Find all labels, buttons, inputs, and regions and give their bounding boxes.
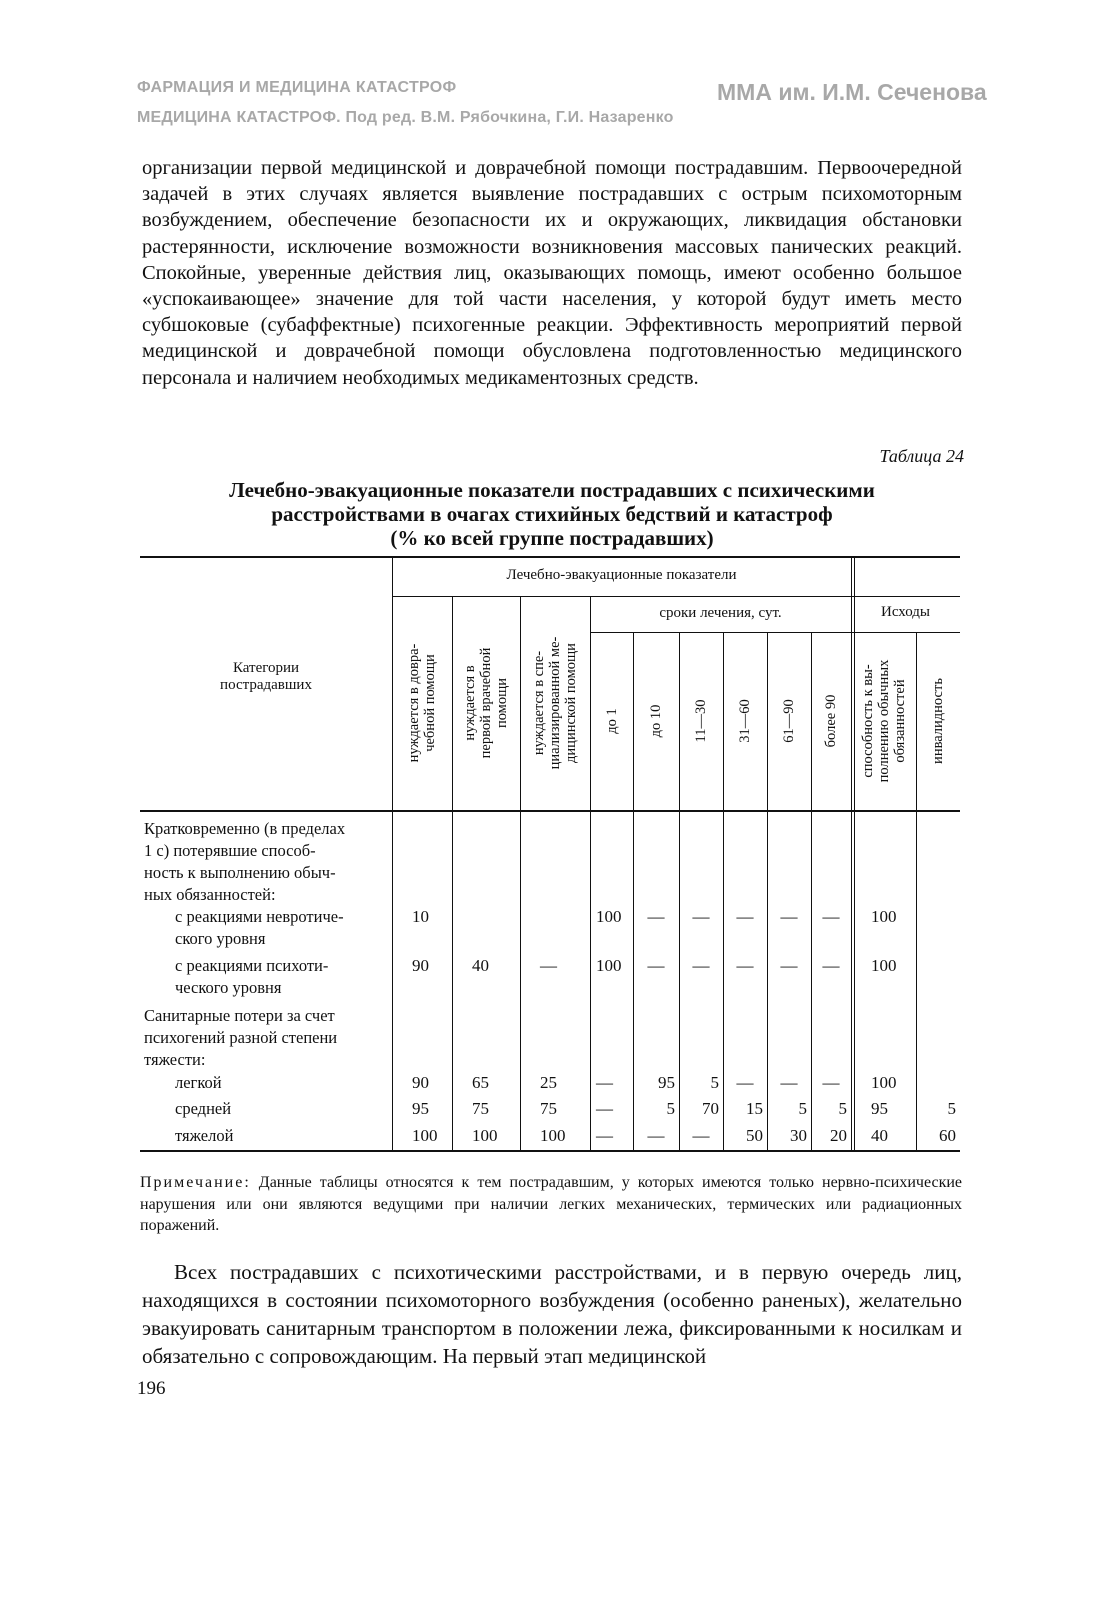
- table-rule: [140, 1150, 960, 1152]
- table-column-header-line: нуждается в довра-: [406, 643, 422, 763]
- table-header-category: Категории пострадавших: [220, 660, 312, 693]
- table-header-group-main: Лечебно-эвакуационные показатели: [506, 567, 737, 583]
- table-cell-value: 100: [472, 1126, 498, 1145]
- table-row-label: с реакциями психоти-: [175, 956, 329, 975]
- table-cell-value: —: [780, 1073, 798, 1092]
- table-cell-value: —: [596, 1126, 613, 1145]
- table-cell-value: —: [736, 956, 754, 975]
- table-cell-value: —: [780, 956, 798, 975]
- table-cell-value: —: [736, 907, 754, 926]
- table-cell-value: 100: [540, 1126, 566, 1145]
- table-cell-value: 30: [790, 1126, 807, 1145]
- table-label: Таблица 24: [879, 446, 964, 466]
- table-cell-value: 10: [412, 907, 429, 926]
- table-rule: [520, 596, 521, 1150]
- table-cell-value: 50: [746, 1126, 763, 1145]
- table-rule: [452, 596, 453, 1150]
- table-title-line: (% ко всей группе пострадавших): [390, 526, 714, 550]
- table-note-label: Примечание:: [140, 1174, 251, 1191]
- table-cell-value: —: [692, 1126, 710, 1145]
- table-rule: [916, 632, 917, 1150]
- table-row-label: 1 с) потерявшие способ-: [144, 841, 316, 860]
- table-rule: [851, 556, 852, 1150]
- table-cell-value: 25: [540, 1073, 557, 1092]
- table-column-header-line: до 1: [603, 708, 620, 734]
- table-rule: [140, 810, 960, 812]
- table-row-label: легкой: [175, 1073, 222, 1092]
- table-column-header-line: 31—60: [737, 699, 753, 743]
- table-row-label: психогений разной степени: [144, 1028, 338, 1047]
- table-cell-value: 100: [596, 956, 622, 975]
- body-paragraph-top: организации первой медицинской и доврачебной помощи пострадавшим. Первоочередной задачей в этих случаях является выявление пострадавших с острым психомоторным возбуждением, обеспечение безопасности их и окружающих, ликвидация обстановки растерянности, исключение возможности возникновения массовых панических реакций. Спокойные, уверенные действия лиц, оказывающих помощь, имеют особенно большое «успокаивающее» значение для той части населения, у которой будут иметь место субшоковые (субаффектные) психогенные реакции. Эффективность мероприятий первой медицинской и доврачебной помощи обусловлена подготовленностью медицинского персонала и наличием необходимых медикаментозных средств.: [142, 157, 962, 389]
- table-rule: [392, 596, 960, 597]
- table-row-label: ческого уровня: [175, 978, 282, 997]
- table-cell-value: 100: [412, 1126, 438, 1145]
- table-cell-value: —: [780, 907, 798, 926]
- table-cell-value: 70: [702, 1099, 719, 1118]
- table-header-group-outcomes: Исходы: [881, 604, 930, 620]
- table-column-header: [648, 637, 664, 805]
- table-cell-value: —: [596, 1099, 613, 1118]
- table-rule: [590, 596, 591, 1150]
- table-column-header-line: первой врачебной: [478, 647, 494, 759]
- table-cell-value: 95: [412, 1099, 429, 1118]
- table-cell-value: 90: [412, 956, 429, 975]
- table-row-label: с реакциями невротиче-: [175, 907, 344, 926]
- table-cell-value: —: [822, 956, 840, 975]
- table-cell-value: 75: [540, 1099, 557, 1118]
- table-column-header: [860, 637, 908, 805]
- table-column-header: [781, 637, 797, 805]
- table-column-header-line: нуждается в спе-: [531, 650, 547, 756]
- table-cell-value: —: [596, 1073, 613, 1092]
- table-row-label: тяжести:: [144, 1050, 206, 1069]
- table-cell-value: 95: [658, 1073, 675, 1092]
- table-row-label: средней: [175, 1099, 232, 1118]
- table-column-header-line: полнению обычных: [875, 659, 892, 783]
- table-column-header: [823, 637, 839, 805]
- table-row-label: Санитарные потери за счет: [144, 1006, 335, 1025]
- table-cell-value: 90: [412, 1073, 429, 1092]
- table-cell-value: 65: [472, 1073, 489, 1092]
- running-header-title: ФАРМАЦИЯ И МЕДИЦИНА КАТАСТРОФ: [137, 79, 457, 96]
- table-cell-value: —: [736, 1073, 754, 1092]
- table-cell-value: 100: [871, 1073, 897, 1092]
- table-title-line: расстройствами в очагах стихийных бедствий и катастроф: [271, 502, 833, 526]
- table-column-header: [737, 637, 753, 805]
- table-cell-value: —: [692, 907, 710, 926]
- table-row-label: ского уровня: [175, 929, 266, 948]
- table-column-header-line: циализированной ме-: [547, 636, 563, 770]
- table-cell-value: 60: [939, 1126, 956, 1145]
- table-column-header: [693, 637, 709, 805]
- table-rule: [140, 556, 960, 558]
- table-column-header-line: способность к вы-: [859, 664, 876, 778]
- table-cell-value: —: [822, 907, 840, 926]
- table-cell-value: —: [692, 956, 710, 975]
- table-cell-value: 95: [871, 1099, 888, 1118]
- table-row-label: ность к выполнению обыч-: [144, 863, 336, 882]
- table-cell-value: 40: [472, 956, 489, 975]
- table-cell-value: 5: [710, 1073, 719, 1092]
- table-cell-value: 15: [746, 1099, 763, 1118]
- table-column-header-line: чебной помощи: [422, 654, 438, 752]
- table-cell-value: 5: [666, 1099, 675, 1118]
- table-title-line: Лечебно-эвакуационные показатели пострадавших с психическими: [229, 478, 875, 502]
- table-column-header-line: помощи: [494, 677, 510, 729]
- table-note: [140, 1172, 962, 1237]
- table-rule: [392, 556, 393, 1150]
- table-column-header: [604, 637, 620, 805]
- table-cell-value: 5: [947, 1099, 956, 1118]
- table-cell-value: 40: [871, 1126, 888, 1145]
- table-title: [142, 478, 962, 550]
- table-column-header-line: обязанностей: [891, 679, 908, 763]
- table-column-header: [930, 637, 946, 805]
- table-note-text: Данные таблицы относятся к тем пострадавшим, у которых имеются только нервно-психические нарушения или они являются ведущими при наличии легких механических, термических или радиационных поражений.: [140, 1174, 963, 1234]
- table-row-label: Кратковременно (в пределах: [144, 819, 346, 838]
- table-cell-value: —: [647, 907, 665, 926]
- table-row-label: тяжелой: [175, 1126, 234, 1145]
- table-row-label: ных обязанностей:: [144, 885, 276, 904]
- table-column-header-line: нуждается в: [462, 665, 478, 741]
- table-cell-value: 20: [830, 1126, 847, 1145]
- table-column-header-line: до 10: [648, 704, 664, 738]
- table-cell-value: 100: [871, 956, 897, 975]
- table-column-header-line: 61—90: [781, 699, 797, 743]
- running-header-subtitle: МЕДИЦИНА КАТАСТРОФ. Под ред. В.М. Рябочкина, Г.И. Назаренко: [137, 109, 674, 126]
- table-cell-value: 100: [871, 907, 897, 926]
- table-cell-value: —: [647, 956, 665, 975]
- running-header-publisher: ММА им. И.М. Сеченова: [717, 79, 987, 105]
- table-column-header-line: дицинской помощи: [563, 643, 579, 763]
- table-cell-value: 100: [596, 907, 622, 926]
- table-cell-value: 5: [798, 1099, 807, 1118]
- table-column-header-line: инвалидность: [930, 678, 946, 764]
- table-cell-value: —: [822, 1073, 840, 1092]
- table-rule: [854, 556, 855, 1150]
- table-rule: [590, 632, 960, 633]
- table-cell-value: 75: [472, 1099, 489, 1118]
- body-paragraph-bottom: Всех пострадавших с психотическими расстройствами, и в первую очередь лиц, находящихся в состоянии психомоторного возбуждения (особенно раненых), желательно эвакуировать санитарным транспортом в положении лежа, фиксированными к носилкам и обязательно с сопровождающим. На первый этап медицинской: [142, 1260, 962, 1368]
- table-cell-value: —: [647, 1126, 665, 1145]
- table-cell-value: —: [540, 956, 557, 975]
- table-column-header: [462, 601, 510, 805]
- page-number: 196: [137, 1378, 166, 1399]
- table-cell-value: 5: [838, 1099, 847, 1118]
- table-column-header: [406, 601, 438, 805]
- table-column-header: [531, 601, 579, 805]
- table-column-header-line: 11—30: [693, 699, 709, 743]
- table-column-header-line: более 90: [823, 694, 839, 748]
- table-header-group-terms: сроки лечения, сут.: [659, 605, 782, 621]
